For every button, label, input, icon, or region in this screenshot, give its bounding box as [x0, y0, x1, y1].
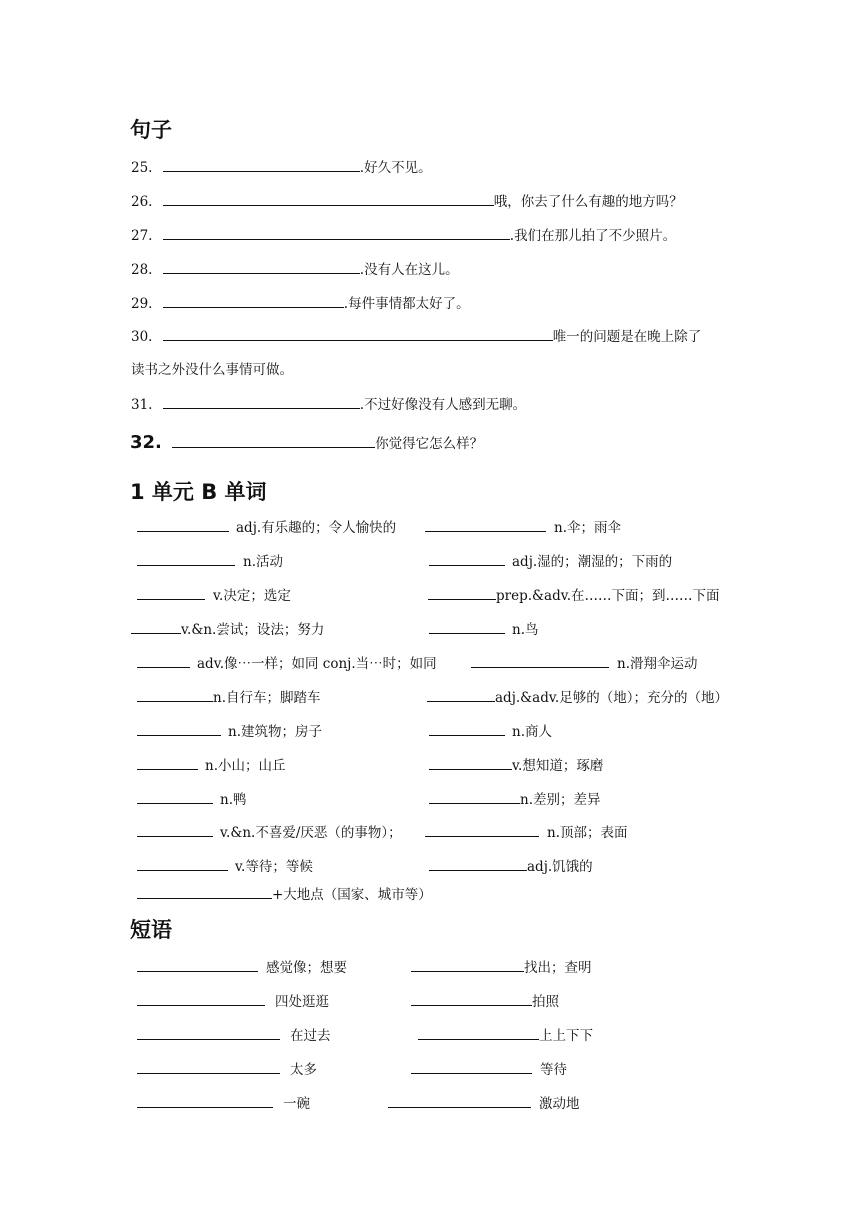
answer-blank[interactable] — [137, 1094, 273, 1108]
sentence-27 — [131, 226, 676, 245]
answer-blank[interactable] — [163, 260, 360, 274]
answer-blank[interactable] — [137, 654, 190, 668]
word-left-4 — [131, 620, 324, 639]
unit-words-heading: 1 单元 B 单词 — [130, 480, 267, 504]
word-right-3 — [428, 586, 720, 605]
sentence-number: 29. — [131, 296, 153, 312]
answer-blank[interactable] — [429, 756, 512, 770]
word-left-11 — [137, 857, 313, 876]
sentence-number: 26. — [131, 194, 153, 210]
word-definition: prep.&adv.在……下面；到……下面 — [496, 588, 720, 604]
phrase-meaning: 上上下下 — [539, 1028, 593, 1044]
word-definition: adj.湿的；潮湿的；下雨的 — [512, 554, 673, 570]
phrase-right-1 — [411, 958, 592, 977]
word-definition: adj.有乐趣的；令人愉快的 — [236, 520, 397, 536]
answer-blank[interactable] — [429, 790, 520, 804]
sentence-text: .好久不见。 — [359, 160, 432, 176]
answer-blank[interactable] — [427, 688, 495, 702]
answer-blank[interactable] — [411, 1060, 532, 1074]
answer-blank[interactable] — [425, 518, 546, 532]
phrase-meaning: 找出；查明 — [524, 960, 592, 976]
answer-blank[interactable] — [163, 395, 360, 409]
sentence-26 — [131, 192, 683, 211]
answer-blank[interactable] — [172, 434, 375, 448]
word-definition: n.鸭 — [220, 792, 247, 808]
phrase-left-5 — [137, 1094, 310, 1113]
word-left-3 — [137, 586, 291, 605]
word-right-11 — [429, 857, 593, 876]
word-definition: +大地点（国家、城市等） — [272, 887, 432, 903]
word-left-2 — [137, 552, 283, 571]
answer-blank[interactable] — [137, 1026, 280, 1040]
sentence-31 — [131, 395, 526, 414]
word-definition: n.活动 — [243, 554, 283, 570]
sentence-32 — [130, 434, 483, 453]
sentence-number: 25. — [131, 160, 153, 176]
sentence-29 — [131, 294, 470, 313]
word-definition: v.决定；选定 — [213, 588, 291, 604]
word-definition: n.建筑物；房子 — [228, 724, 322, 740]
phrase-meaning: 激动地 — [539, 1096, 580, 1112]
phrase-meaning: 在过去 — [290, 1028, 331, 1044]
sentence-text: 唯一的问题是在晚上除了 — [552, 329, 702, 345]
word-definition: n.顶部；表面 — [547, 825, 628, 841]
answer-blank[interactable] — [163, 192, 494, 206]
answer-blank[interactable] — [137, 756, 198, 770]
answer-blank[interactable] — [137, 722, 221, 736]
phrase-meaning: 等待 — [540, 1062, 567, 1078]
phrase-right-5 — [388, 1094, 580, 1113]
word-definition: n.滑翔伞运动 — [617, 656, 698, 672]
word-right-4 — [429, 620, 539, 639]
sentence-number: 32. — [130, 432, 162, 453]
sentence-30 — [131, 327, 701, 346]
word-right-10 — [425, 823, 628, 842]
word-definition: n.伞；雨伞 — [554, 520, 621, 536]
answer-blank[interactable] — [131, 620, 181, 634]
answer-blank[interactable] — [411, 958, 524, 972]
answer-blank[interactable] — [163, 226, 510, 240]
word-definition: adv.像⋯一样；如同 conj.当⋯时；如同 — [197, 656, 437, 672]
word-definition: n.商人 — [512, 724, 552, 740]
answer-blank[interactable] — [418, 1026, 539, 1040]
answer-blank[interactable] — [137, 1060, 280, 1074]
word-definition: n.自行车；脚踏车 — [213, 690, 321, 706]
word-left-10 — [137, 823, 402, 842]
word-left-1 — [137, 518, 396, 537]
sentence-text: 哦，你去了什么有趣的地方吗？ — [493, 194, 683, 210]
word-left-6 — [137, 688, 321, 707]
word-right-2 — [429, 552, 672, 571]
answer-blank[interactable] — [137, 992, 265, 1006]
sentence-25 — [131, 158, 432, 177]
word-definition: v.&n.不喜爱/厌恶（的事物）； — [220, 825, 402, 841]
word-left-5 — [137, 654, 437, 673]
phrase-right-2 — [411, 992, 559, 1011]
sentence-number: 31. — [131, 397, 153, 413]
word-left-9 — [137, 790, 247, 809]
word-definition: adj.&adv.足够的（地）；充分的（地） — [495, 690, 728, 706]
word-left-12 — [137, 885, 432, 904]
answer-blank[interactable] — [137, 885, 272, 899]
phrase-left-1 — [137, 958, 347, 977]
answer-blank[interactable] — [163, 327, 553, 341]
phrase-meaning: 四处逛逛 — [275, 994, 329, 1010]
answer-blank[interactable] — [429, 620, 505, 634]
answer-blank[interactable] — [137, 790, 213, 804]
sentence-number: 28. — [131, 262, 153, 278]
phrase-meaning: 拍照 — [532, 994, 559, 1010]
phrase-right-3 — [418, 1026, 593, 1045]
phrase-meaning: 一碗 — [283, 1096, 310, 1112]
word-definition: v.想知道；琢磨 — [512, 758, 604, 774]
answer-blank[interactable] — [137, 688, 213, 702]
word-right-5 — [471, 654, 698, 673]
answer-blank[interactable] — [471, 654, 609, 668]
sentence-text: .没有人在这儿。 — [359, 262, 459, 278]
word-left-8 — [137, 756, 286, 775]
word-definition: v.&n.尝试；设法；努力 — [181, 622, 325, 638]
answer-blank[interactable] — [429, 722, 505, 736]
word-definition: v.等待；等候 — [235, 859, 313, 875]
phrase-left-4 — [137, 1060, 317, 1079]
phrases-heading: 短语 — [130, 918, 172, 942]
phrase-meaning: 太多 — [290, 1062, 317, 1078]
word-right-6 — [427, 688, 728, 707]
word-right-1 — [425, 518, 621, 537]
sentence-text: 你觉得它怎么样？ — [375, 436, 484, 452]
sentence-text: .不过好像没有人感到无聊。 — [359, 397, 527, 413]
answer-blank[interactable] — [388, 1094, 531, 1108]
sentence-text: .我们在那儿拍了不少照片。 — [509, 228, 677, 244]
answer-blank[interactable] — [429, 857, 527, 871]
word-definition: adj.饥饿的 — [527, 859, 593, 875]
answer-blank[interactable] — [137, 857, 228, 871]
answer-blank[interactable] — [428, 586, 496, 600]
answer-blank[interactable] — [137, 552, 235, 566]
sentence-30-continuation: 读书之外没什么事情可做。 — [131, 362, 293, 378]
sentence-text: .每件事情都太好了。 — [343, 296, 470, 312]
answer-blank[interactable] — [137, 586, 205, 600]
word-definition: n.差别；差异 — [520, 792, 601, 808]
sentence-number: 30. — [131, 329, 153, 345]
word-definition: n.小山；山丘 — [205, 758, 286, 774]
sentences-heading: 句子 — [130, 118, 172, 142]
sentence-28 — [131, 260, 459, 279]
word-definition: n.鸟 — [512, 622, 539, 638]
phrase-left-3 — [137, 1026, 331, 1045]
answer-blank[interactable] — [137, 518, 229, 532]
answer-blank[interactable] — [137, 958, 258, 972]
sentence-number: 27. — [131, 228, 153, 244]
word-right-7 — [429, 722, 552, 741]
answer-blank[interactable] — [163, 294, 344, 308]
answer-blank[interactable] — [411, 992, 532, 1006]
answer-blank[interactable] — [163, 158, 360, 172]
phrase-left-2 — [137, 992, 329, 1011]
phrase-meaning: 感觉像；想要 — [266, 960, 347, 976]
word-right-8 — [429, 756, 603, 775]
answer-blank[interactable] — [137, 823, 213, 837]
answer-blank[interactable] — [429, 552, 505, 566]
word-left-7 — [137, 722, 322, 741]
phrase-right-4 — [411, 1060, 567, 1079]
word-right-9 — [429, 790, 601, 809]
answer-blank[interactable] — [425, 823, 539, 837]
